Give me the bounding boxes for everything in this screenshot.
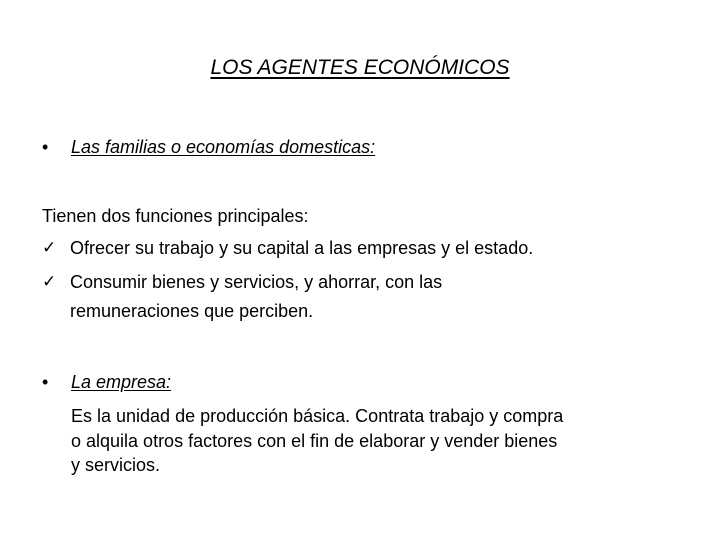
paragraph-line: o alquila otros factores con el fin de elaborar y vender bienes <box>71 430 558 451</box>
paragraph-line: y servicios. <box>71 455 161 475</box>
bullet-icon: • <box>42 137 49 157</box>
paragraph-line: Es la unidad de producción básica. Contrata trabajo y compra <box>71 406 564 426</box>
enterprise-heading: La empresa: <box>71 372 172 392</box>
bullet-icon: • <box>42 372 49 392</box>
checkmark-icon: ✓ <box>42 272 57 292</box>
check-item-text: Ofrecer su trabajo y su capital a las empresas y el estado. <box>70 238 534 258</box>
check-item-text-cont: remuneraciones que perciben. <box>70 301 314 321</box>
enterprise-paragraph <box>71 404 681 478</box>
functions-intro: Tienen dos funciones principales: <box>42 206 309 226</box>
slide-title: LOS AGENTES ECONÓMICOS <box>210 56 510 79</box>
families-heading: Las familias o economías domesticas: <box>71 137 376 157</box>
checkmark-icon: ✓ <box>42 238 57 258</box>
check-item-text: Consumir bienes y servicios, y ahorrar, con las <box>70 272 443 292</box>
